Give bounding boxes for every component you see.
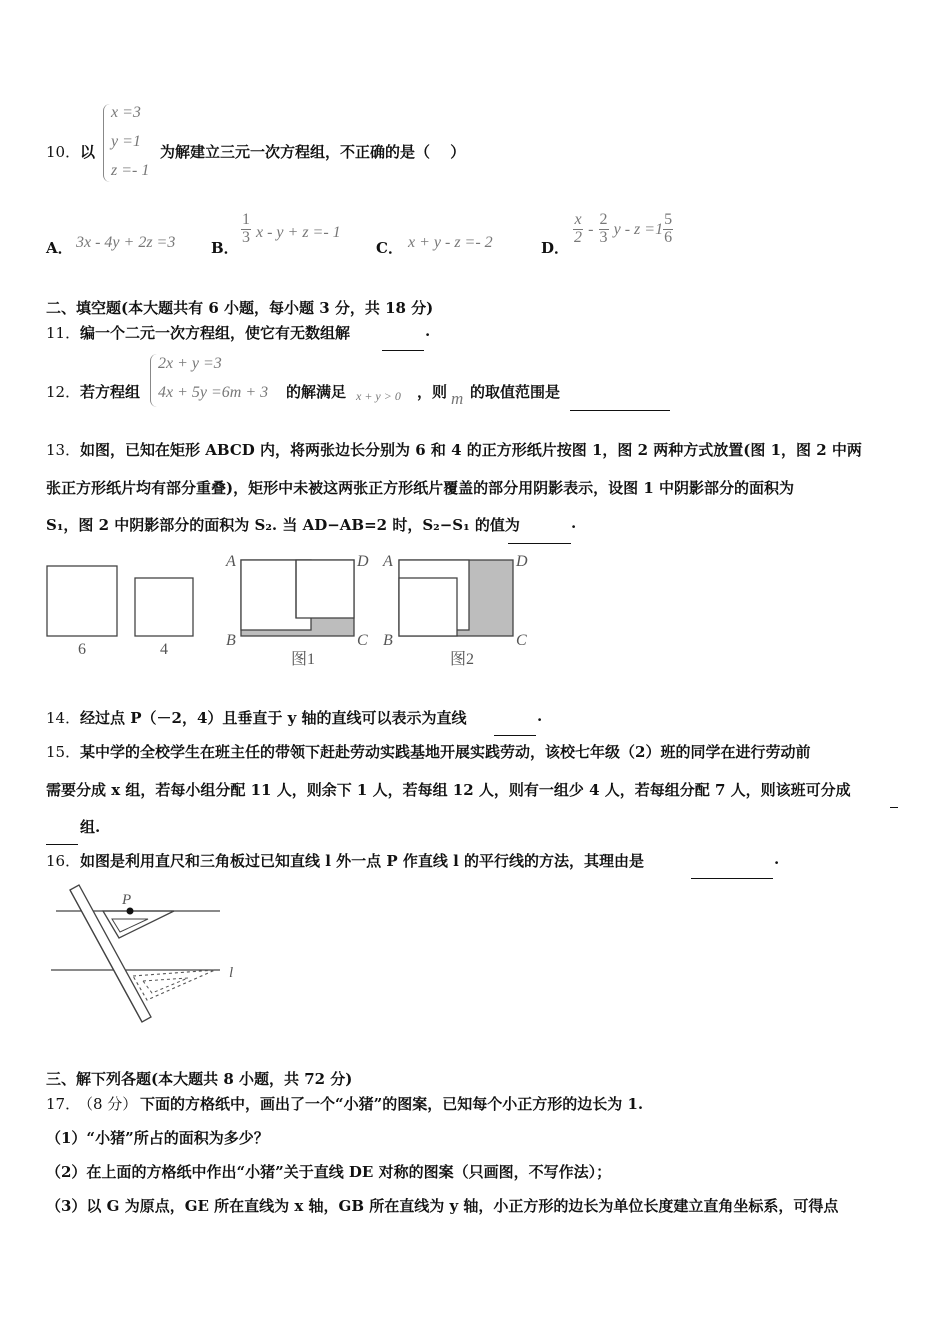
fig2-label-b: B <box>383 632 393 649</box>
question-number: 12． <box>46 383 81 401</box>
question-text: 编一个二元一次方程组，使它有无数组解 <box>80 324 351 342</box>
system-brace <box>103 104 110 182</box>
triangle-top <box>103 911 174 938</box>
fig2-square-4 <box>399 578 457 636</box>
option-b-fraction: $\frac{1}{3}$ <box>242 211 250 246</box>
question-line-1: 某中学的全校学生在班主任的带领下赶赴劳动实践基地开展实践劳动，该校七年级（2）班的同学在进行劳动前 <box>80 743 811 761</box>
part-3: （3）以 G 为原点，GE 所在直线为 x 轴，GB 所在直线为 y 轴，小正方形的边长为单位长度建立直角坐标系，可得点 <box>46 1197 839 1215</box>
option-c-label: C． <box>376 239 403 257</box>
question-line-2: 需要分成 x 组，若每小组分配 11 人，则余下 1 人，若每组 12 人，则有一组少 4 人，若每组分配 7 人，则该班可分成 <box>46 781 851 799</box>
question-number: 15． <box>46 743 81 761</box>
ruler-triangle-figure <box>48 880 288 1030</box>
question-number: 10． <box>46 143 81 161</box>
answer-blank-part-2 <box>46 830 78 849</box>
system-eq-1: 2x + y =3 <box>158 355 222 372</box>
square-6-label: 6 <box>78 641 86 658</box>
question-number: 11． <box>46 324 81 342</box>
option-b-expr: x - y + z =- 1 <box>256 224 341 241</box>
question-number: 17． <box>46 1095 81 1113</box>
fig1-caption: 图1 <box>290 651 316 668</box>
question-number: 14． <box>46 709 81 727</box>
squares-figure <box>40 548 540 678</box>
system-eq-1: x =3 <box>111 104 141 121</box>
part-2: （2）在上面的方格纸中作出“小猪”关于直线 DE 对称的图案（只画图，不写作法）； <box>46 1163 612 1181</box>
option-b-label: B． <box>211 239 239 257</box>
system-eq-2: 4x + 5y =6m + 3 <box>158 384 269 401</box>
question-line-3-end: 组. <box>80 818 101 836</box>
option-a-expr: 3x - 4y + 2z =3 <box>76 234 176 251</box>
question-score: （8 分） <box>78 1095 138 1113</box>
figure-1 <box>225 553 369 668</box>
section-2-heading: 二、填空题(本大题共有 6 小题，每小题 3 分，共 18 分) <box>46 299 434 317</box>
fig2-caption: 图2 <box>449 651 475 668</box>
option-c-expr: x + y - z =- 2 <box>408 234 493 251</box>
fig2-label-c: C <box>516 632 527 649</box>
answer-blank <box>570 396 670 415</box>
question-end: . <box>571 514 577 532</box>
section-3-heading: 三、解下列各题(本大题共 8 小题，共 72 分) <box>46 1070 353 1088</box>
option-d-label: D． <box>541 239 570 257</box>
fig2-label-a: A <box>383 553 393 570</box>
part-1: （1）“小猪”所占的面积为多少？ <box>46 1129 269 1147</box>
fig1-label-b: B <box>226 632 236 649</box>
square-4-label: 4 <box>160 641 168 658</box>
question-text: 经过点 P（－2，4）且垂直于 y 轴的直线可以表示为直线 <box>80 709 467 727</box>
question-number: 16． <box>46 852 81 870</box>
question-then: ，则 <box>417 383 448 401</box>
fig1-label-c: C <box>357 632 368 649</box>
point-p <box>127 908 134 915</box>
answer-blank <box>494 721 536 740</box>
label-l: l <box>229 965 234 981</box>
fig2-label-d: D <box>516 553 528 570</box>
fig1-label-a: A <box>226 553 236 570</box>
question-text: 为解建立三元一次方程组，不正确的是（ ） <box>160 143 466 161</box>
question-mid: 的解满足 <box>286 383 347 401</box>
label-p: P <box>122 892 132 908</box>
system-brace <box>150 354 157 407</box>
fig1-label-d: D <box>357 553 369 570</box>
question-end: . <box>425 322 431 340</box>
answer-blank <box>382 336 424 355</box>
question-line-3: S₁，图 2 中阴影部分的面积为 S₂. 当 AD−AB=2 时，S₂−S₁ 的值为 <box>46 516 520 534</box>
question-line-1: 如图，已知在矩形 ABCD 内，将两张边长分别为 6 和 4 的正方形纸片按图 1，图 2 两种方式放置(图 1，图 2 中两 <box>80 441 862 459</box>
triangle-bottom-dashed <box>133 970 215 1000</box>
square-6 <box>47 566 117 636</box>
option-d-expr: $\frac{x}{2}$ - $\frac{2}{3}$ y - z =1 $\frac{5}{6}$ <box>574 211 673 246</box>
answer-blank-part-1 <box>890 793 898 812</box>
answer-blank <box>508 529 571 548</box>
question-lead: 以 <box>80 143 96 161</box>
answer-blank <box>691 864 773 883</box>
question-tail: 的取值范围是 <box>470 383 561 401</box>
question-text: 如图是利用直尺和三角板过已知直线 l 外一点 P 作直线 l 的平行线的方法，其理由是 <box>80 852 645 870</box>
variable-m: m <box>451 389 464 408</box>
system-eq-2: y =1 <box>111 133 141 150</box>
figure-2 <box>382 553 528 668</box>
question-line-2: 张正方形纸片均有部分重叠)，矩形中未被这两张正方形纸片覆盖的部分用阴影表示，设图 1 中阴影部分的面积为 <box>46 479 794 497</box>
question-end: . <box>537 707 543 725</box>
question-text: 下面的方格纸中，画出了一个“小猪”的图案，已知每个小正方形的边长为 1. <box>140 1095 644 1113</box>
question-number: 13． <box>46 441 81 459</box>
option-a-label: A． <box>46 239 73 257</box>
system-eq-3: z =- 1 <box>111 162 150 179</box>
fig1-square-4 <box>296 560 354 618</box>
ruler <box>70 885 151 1022</box>
question-lead: 若方程组 <box>80 383 141 401</box>
condition-expr: x + y > 0 <box>356 389 401 403</box>
square-4 <box>135 578 193 636</box>
question-end: . <box>774 850 780 868</box>
